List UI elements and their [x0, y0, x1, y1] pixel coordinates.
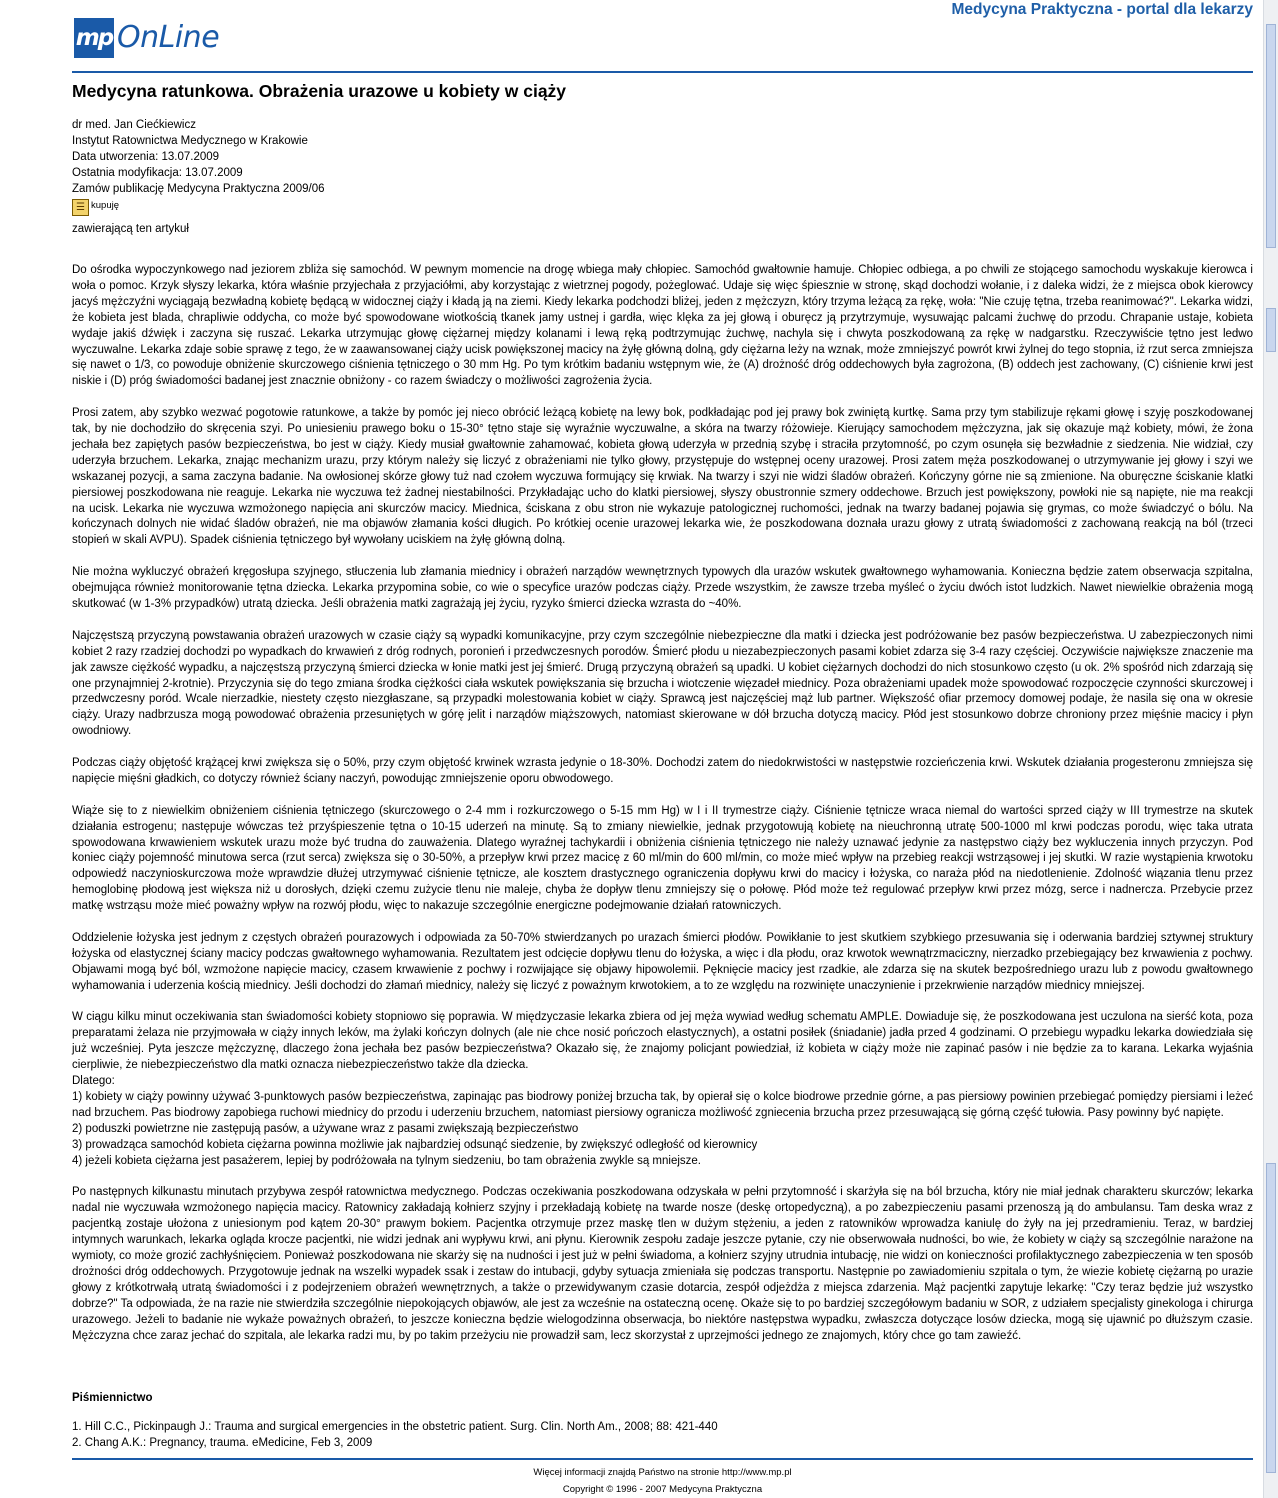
paragraph: Do ośrodka wypoczynkowego nad jeziorem zbliża się samochód. W pewnym momencie na drogę wbiega mały chłopiec. Samochód gwałtownie hamuje. Chłopiec odbiega, a po chwili ze stojącego samochodu wyskakuje kierowca i woła o pomoc. Krzyk słyszy lekarka, która właśnie przyjechała z przyjaciółmi, aby korzystając z wietrznej pogody, pożeglować. Udaje się więc śpiesznie w stronę, skąd dochodzi wołanie, i z daleka widzi, że z miejsca obok kierowcy jacyś mężczyźni wyciągają bezwładną kobietę będącą w widocznej ciąży i kładą ją na ziemi. Kiedy lekarka podchodzi bliżej, jeden z mężczyzn, który trzyma leżącą za rękę, woła: "Nie czuję tętna, trzeba reanimować?". Lekarka widzi, że kobieta jest blada, chrapliwie oddycha, co może być spowodowane wiotkością tkanek jamy ustnej i gardła, więc klęka za jej głową i oburęcz ją przytrzymuje, wysuwając palcami żuchwę do przodu. Chrapanie ustaje, kobieta wydaje jakiś dźwięk i zaczyna się ruszać. Lekarka utrzymując głowę ciężarnej między kolanami i lewą ręką podtrzymując żuchwę, nachyla się i chwyta poszkodowaną za rękę w nadgarstku. Rzeczywiście tętno jest ledwo wyczuwalne. Lekarka zdaje sobie sprawę z tego, że w zaawansowanej ciąży ucisk powiększonej macicy na żyłę główną dolną, gdy ciężarna leży na wznak, może zmniejszyć powrót krwi żylnej do tego stopnia, iż rzut serca zmniejsza się nawet o 1/3, co powoduje obniżenie skurczowego ciśnienia tętniczego o 30 mm Hg. Po tym krótkim badaniu wstępnym wie, że (A) drożność dróg oddechowych była zagrożona, (B) oddech jest zachowany, (C) ciśnienie krwi jest niskie i (D) próg świadomości badanej jest znacznie obniżony - co razem świadczy o możliwości zagrożenia życia.	[72, 264, 1253, 388]
paragraph: Po następnych kilkunastu minutach przybywa zespół ratownictwa medycznego. Podczas oczekiwania poszkodowana odzyskała w pełni przytomność i skarżyła się na ból brzucha, który nie miał jednak charakteru skurczów; lekarka nadal nie wyczuwała wzmożonego napięcia macicy. Ratownicy zakładają kołnierz szyjny i przekładają kobietę na twarde nosze (deskę ortopedyczną), a po zabezpieczeniu pasami przenoszą ją do ambulansu. Tam deska wraz z pacjentką zostaje ułożona z uniesionym pod kątem 20-30° prawym bokiem. Pacjentka otrzymuje przez maskę tlen w dużym stężeniu, a jeden z ratowników wprowadza kaniulę do żyły na jej przedramieniu. Teraz, w bardziej intymnych warunkach, lekarka ogląda krocze pacjentki, nie widzi jednak ani wypływu krwi, ani płynu. Kierownik zespołu zadaje jeszcze pytanie, czy nie obserwowała nudności, bo wie, że kobiety w ciąży są szczególnie narażone na wymioty, co może grozić zachłyśnięciem. Ponieważ poszkodowana nie skarży się na nudności i jest już w pełni świadoma, a kołnierz szyjny utrudnia intubację, nie widzi on konieczności profilaktycznego zabezpieczenia w ten sposób drożności dróg oddechowych. Przygotowuje jednak na wszelki wypadek ssak i zestaw do intubacji, gdyby sytuacja zmieniała się podczas transportu. Następnie po zawiadomieniu szpitala o tym, że wiezie kobietę ciężarną po urazie głowy z krótkotrwałą utratą świadomości i z podejrzeniem obrażeń wewnętrznych, a także o przewidywanym czasie dotarcia, zespół odjeżdża z miejsca zdarzenia. Mąż pacjentki zapytuje lekarkę: "Czy teraz będzie już wszystko dobrze?" Ta odpowiada, że na razie nie stwierdziła szczególnie niepokojących objawów, ale jest za wcześnie na ostateczną ocenę. Okaże się to po bardziej szczegółowym badaniu w SOR, z udziałem specjalisty ginekologa i chirurga urazowego. Jeżeli to badanie nie wykaże poważnych obrażeń, to jeszcze konieczna będzie wielogodzinna obserwacja, bo niektóre następstwa wypadku, zwłaszcza dotyczące losów dziecka, mogą się ujawnić po dłuższym czasie. Mężczyzna chce zaraz jechać do szpitala, ale lekarka radzi mu, by po takim przeżyciu nie prowadził sam, lecz skorzystał z uprzejmości jednego ze znajomych, który chce go tam zawieźć.	[72, 1186, 1253, 1342]
footer-copyright: Copyright © 1996 - 2007 Medycyna Praktyczna	[562, 1484, 763, 1495]
logo-text: OnLine	[117, 20, 220, 55]
paragraph: Wiąże się to z niewielkim obniżeniem ciśnienia tętniczego (skurczowego o 2-4 mm i rozkurczowego o 5-15 mm Hg) w I i II trymestrze ciąży. Ciśnienie tętnicze wraca niemal do wartości sprzed ciąży w III trymestrze na skutek działania estrogenu; następuje wówczas też przyśpieszenie tętna o 10-15 uderzeń na minutę. Są to zmiany niewielkie, jednak przygotowują kobietę na nieuchronną utratę 500-1000 ml krwi podczas porodu, więc taka utrata spowodowana krwawieniem wskutek urazu może być trudna do zauważenia. Dlatego wyraźnej tachykardii i obniżenia ciśnienia tętniczego nie należy uznawać jedynie za następstwo ciąży bez wykluczenia innych przyczyn. Pod koniec ciąży pojemność minutowa serca (rzut serca) zwiększa się o 30-50%, a przepływ krwi przez macicę z 60 ml/min do 600 ml/min, co może mieć wpływ na przebieg reakcji wstrząsowej i jej skutki. W razie wystąpienia krwotoku odpowiedź naczynioskurczowa może wprawdzie dłużej utrzymywać ciśnienie tętnicze, ale kosztem drastycznego ograniczenia dopływu krwi do macicy i łożyska, co naraża płód na niedotlenienie. Zdolność wiązania tlenu przez hemoglobinę płodową jest większa niż u dorosłych, dzięki czemu zużycie tlenu nie maleje, chyba że dopływ tlenu zmniejszy się o połowę. Płód może też regulować przepływ krwi przez mózg, serce i nadnercza. Przebycie przez matkę wstrząsu może mieć poważny wpływ na rozwój płodu, więc to nakazuje szczególnie energiczne podejmowanie działań ratowniczych.	[72, 804, 1253, 913]
paragraph: Oddzielenie łożyska jest jednym z częstych obrażeń pourazowych i odpowiada za 50-70% stwierdzanych po urazach śmierci płodów. Powikłanie to jest skutkiem szybkiego przesuwania się i oderwania bardziej sztywnej struktury łożyska od elastycznej ściany macicy podczas gwałtownego wyhamowania. Rezultatem jest odcięcie dopływu tlenu do łożyska, a więc i dla płodu, oraz krwotok wewnątrzmaciczny, nierzadko przebiegający bez krwawienia z pochwy. Objawami mogą być ból, wzmożone napięcie macicy, czasem krwawienie z pochwy i rozwijające się objawy hipowolemii. Pęknięcie macicy jest rzadkie, ale zdarza się na skutek bezpośredniego urazu lub z powodu gwałtownego wyhamowania i uderzenia kością miednicy. Jeśli dochodzi do złamań miednicy, należy się liczyć z poważnym krwotokiem, a to ze względu na rozwinięte unaczynienie i przekrwienie narządów miednicy mniejszej.	[72, 931, 1253, 992]
article-body	[72, 263, 1253, 1360]
reference-item: 1. Hill C.C., Pickinpaugh J.: Trauma and surgical emergencies in the obstetric patient. Surg. Clin. North Am., 2008; 88: 421-440	[72, 1421, 718, 1433]
article-title: Medycyna ratunkowa. Obrażenia urazowe u kobiety w ciąży	[72, 81, 567, 101]
references-heading: Piśmiennictwo	[72, 1392, 153, 1404]
created-date: Data utworzenia: 13.07.2009	[72, 151, 220, 163]
footer-more-info: Więcej informacji znajdą Państwo na stronie http://www.mp.pl	[533, 1467, 792, 1478]
order-publication-text: Zamów publikację Medycyna Praktyczna 2009/06	[72, 183, 325, 195]
cart-icon[interactable]: ☰	[72, 199, 89, 216]
references-list	[72, 1420, 718, 1452]
buy-label[interactable]: kupuję	[91, 200, 119, 211]
author: dr med. Jan Ciećkiewicz	[72, 119, 196, 131]
reference-item: 2. Chang A.K.: Pregnancy, trauma. eMedicine, Feb 3, 2009	[72, 1436, 373, 1449]
footer-divider	[72, 1458, 1253, 1460]
paragraph: Najczęstszą przyczyną powstawania obrażeń urazowych w czasie ciąży są wypadki komunikacyjne, przy czym szczególnie niebezpieczne dla matki i dziecka jest podróżowanie bez pasów bezpieczeństwa. U zabezpieczonych nimi kobiet 2 razy rzadziej dochodzi po wypadkach do krwawień z dróg rodnych, poronień i przedwczesnych porodów. Śmierć płodu u niezabezpieczonych pasami kobiet zdarza się 3-4 razy częściej. Oczywiście największe znaczenie ma jak zawsze ciężkość wypadku, a najczęstszą przyczyną śmierci dziecka w łonie matki jest jej śmierć. Drugą przyczyną obrażeń są upadki. U kobiet ciężarnych dochodzi do nich stosunkowo często (u ok. 2% spośród nich zdarzają się one przynajmniej 2-krotnie). Przyczynia się do tego zmiana środka ciężkości ciała wskutek powiększania się brzucha i wiotczenie więzadeł miednicy. Poza obrażeniami upadek może spowodować rozpoczęcie czynności skurczowej i przedwczesny poród. Wcale nierzadkie, niestety często niezgłaszane, są przypadki molestowania kobiet w ciąży. Sprawcą jest najczęściej mąż lub partner. Większość ofiar przemocy domowej podaje, że nasila się ona w okresie ciąży. Urazy nadbrzusza mogą powodować obrażenia przesuniętych w górę jelit i narządów miąższowych, natomiast skierowane w dół brzucha dotyczą macicy. Płód jest stosunkowo dobrze chroniony przez mięśnie macicy i płyn owodniowy.	[72, 629, 1253, 738]
paragraph: Podczas ciąży objętość krążącej krwi zwiększa się o 50%, przy czym objętość krwinek wzrasta jedynie o 18-30%. Dochodzi zatem do niedokrwistości w następstwie rozcieńczenia krwi. Wskutek działania progesteronu zmniejsza się napięcie mięśni gładkich, co dotyczy również ściany naczyń, powodując zmniejszenie oporu obwodowego.	[72, 757, 1253, 785]
portal-link[interactable]: Medycyna Praktyczna - portal dla lekarzy	[951, 1, 1253, 18]
paragraph: W ciągu kilku minut oczekiwania stan świadomości kobiety stopniowo się poprawia. W międzyczasie lekarka zbiera od jej męża wywiad według schematu AMPLE. Dowiaduje się, że poszkodowana jest uczulona na sierść kota, poza preparatami żelaza nie przyjmowała w ciąży innych leków, ma żylaki kończyn dolnych (ale nie chce nosić pończoch elastycznych), a ostatni posiłek (śniadanie) jadła przed 4 godzinami. O przebiegu wypadku lekarka dowiedziała się już wcześniej. Pyta jeszcze mężczyznę, dlaczego żona jechała bez pasów bezpieczeństwa? Okazało się, że znajomy policjant powiedział, iż kobieta w ciąży może nie zapinać pasów i nie będzie za to karana. Lekarka wyjaśnia cierpliwie, że niebezpieczeństwo dla matki oznacza niebezpieczeństwo także dla dziecka. Dlatego: 1) kobiety w ciąży powinny używać 3-punktowych pasów bezpieczeństwa, zapinając pas biodrowy poniżej brzucha tak, by opierał się o kolce biodrowe przednie górne, a pas piersiowy powinien przebiegać pomiędzy piersiami i leżeć nad brzuchem. Pas biodrowy zapobiega ruchowi miednicy do przodu i uderzeniu brzuchem, natomiast piersiowy ogranicza możliwość zgniecenia brzucha przez przesuwającą się górną część tułowia. Pasy powinny być napięte. 2) poduszki powietrzne nie zastępują pasów, a używane wraz z pasami zwiększają bezpieczeństwo 3) prowadząca samochód kobieta ciężarna powinna możliwie jak najbardziej odsunąć siedzenie, by zwiększyć odległość od kierownicy 4) jeżeli kobieta ciężarna jest pasażerem, lepiej by podróżowała na tylnym siedzeniu, bo tam obrażenia zwykle są mniejsze.	[72, 1011, 1253, 1167]
vertical-scrollbar[interactable]	[1263, 0, 1278, 1498]
paragraph: Nie można wykluczyć obrażeń kręgosłupa szyjnego, stłuczenia lub złamania miednicy i obrażeń narządów wewnętrznych typowych dla urazów wskutek gwałtownego wyhamowania. Konieczna będzie zatem obserwacja szpitalna, obejmująca również monitorowanie tętna dziecka. Lekarka przypomina sobie, co wie o specyfice urazów podczas ciąży. Przede wszystkim, że zawsze trzeba myśleć o życiu dwóch istot ludzkich. Nawet niewielkie obrażenia mogą skutkować (w 1-3% przypadków) utratą dziecka. Jeśli obrażenia matki zagrażają jej życiu, ryzyko śmierci dziecka wzrasta do ~40%.	[72, 566, 1253, 610]
scrollbar-thumb[interactable]	[1266, 1163, 1276, 1473]
logo-mark: mp	[74, 18, 114, 58]
modified-date: Ostatnia modyfikacja: 13.07.2009	[72, 167, 243, 179]
scrollbar-thumb[interactable]	[1266, 24, 1276, 248]
institution: Instytut Ratownictwa Medycznego w Krakowie	[72, 135, 308, 147]
header-divider	[72, 71, 1253, 73]
article-meta	[72, 117, 325, 237]
buy-button[interactable]	[72, 199, 325, 219]
contains-article-text: zawierającą ten artykuł	[72, 223, 189, 235]
paragraph: Prosi zatem, aby szybko wezwać pogotowie ratunkowe, a także by pomóc jej nieco obrócić leżącą kobietę na lewy bok, podkładając pod jej prawy bok zwiniętą kurtkę. Sama przy tym stabilizuje rękami głowę i szyję poszkodowanej tak, by nie dochodziło do skręcenia szyi. Po uniesieniu prawego boku o 15-30° tętno staje się wyraźnie wyczuwalne, a skóra na twarzy różowieje. Kierujący samochodem mężczyzna, jak się okazuje mąż kobiety, mówi, że żona jechała bez zapiętych pasów bezpieczeństwa, bo jest w ciąży. Kiedy musiał gwałtownie zahamować, kobieta głową uderzyła w przednią szybę i straciła przytomność, po czym osunęła się bezwładnie z siedzenia. Nie widział, czy uderzyła brzuchem. Lekarka, znając mechanizm urazu, przy którym należy się liczyć z obrażeniami nie tylko głowy, przystępuje do wstępnej oceny urazowej. Prosi zatem męża poszkodowanej o utrzymywanie jej głowy i szyi we wskazanej pozycji, a sama zaczyna badanie. Na owłosionej skórze głowy tuż nad czołem wyczuwa formujący się krwiak. Na twarzy i szyi nie widzi śladów obrażeń. Kończyny górne nie są zmienione. Na oburęczne ściskanie klatki piersiowej poszkodowana nie reaguje. Lekarka nie wyczuwa też żadnej niestabilności. Przykładając ucho do klatki piersiowej, słyszy obustronnie szmery oddechowe. Brzuch jest powiększony, powłoki nie są napięte, nie ma reakcji na ucisk. Lekarka nie wyczuwa wzmożonego napięcia ani skurczów macicy. Miednica, ściskana z obu stron nie wykazuje patologicznej ruchomości, jednak na twarzy badanej pojawia się grymas, co może świadczyć o bólu. Na kończynach dolnych nie widać śladów obrażeń, nie ma objawów złamania kości długich. Po krótkiej ocenie urazowej lekarka wie, że poszkodowana doznała urazu głowy z utratą świadomości z zachowaną reakcją na ból (trzeci stopień w skali AVPU). Spadek ciśnienia tętniczego był wywołany uciskiem na żyłę główną dolną.	[72, 407, 1253, 547]
mp-online-logo[interactable]	[74, 18, 244, 60]
scrollbar-thumb[interactable]	[1266, 308, 1276, 352]
